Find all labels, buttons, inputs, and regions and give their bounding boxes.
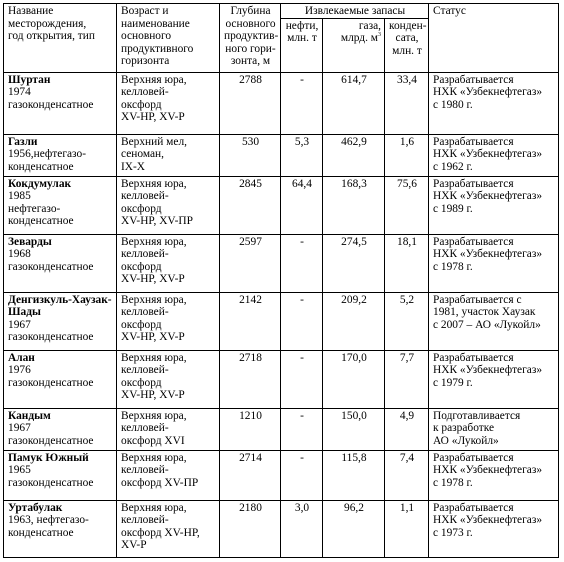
status-cell: Разрабатывается НХК «Узбекнефтегаз» с 1962 г. [429,134,559,176]
field-name: Кандым [8,409,51,422]
horizon-cell: Верхняя юра, келловей- оксфорд XV-HP, XV-P [117,72,220,134]
table-row [4,350,559,408]
horizon-cell: Верхняя юра, келловей- оксфорд XV-HP, XV-P [117,234,220,292]
field-name-cell: Уртабулак 1963, нефтегазо- конденсатное [4,500,117,557]
header-condensate: конден- сата, млн. т [385,18,429,72]
status-cell: Разрабатывается НХК «Узбекнефтегаз» с 1979 г. [429,350,559,408]
condensate-cell: 18,1 [385,234,429,292]
field-name-cell: Зеварды 1968 газоконденсатное [4,234,117,292]
oil-cell: - [281,450,323,500]
gas-cell: 96,2 [323,500,385,557]
gas-cell: 115,8 [323,450,385,500]
field-name-cell: Кокдумулак 1985 нефтегазо- конденсатное [4,176,117,234]
status-cell: Разрабатывается с 1981, участок Хаузак с 2007 – АО «Лукойл» [429,292,559,350]
horizon-cell: Верхняя юра, келловей- оксфорд XV-HP, XV-ПР [117,176,220,234]
depth-cell: 2142 [220,292,281,350]
table-row [4,450,559,500]
table-row [4,234,559,292]
oil-cell: - [281,72,323,134]
gas-cell: 614,7 [323,72,385,134]
horizon-cell: Верхняя юра, келловей- оксфорд XV-ПР [117,450,220,500]
oil-cell: - [281,234,323,292]
oil-cell: 5,3 [281,134,323,176]
oil-cell: - [281,408,323,450]
header-reserves-group: Извлекаемые запасы [281,4,429,19]
gas-cell: 209,2 [323,292,385,350]
condensate-cell: 1,1 [385,500,429,557]
field-name: Уртабулак [8,501,63,514]
horizon-cell: Верхний мел, сеноман, IX-X [117,134,220,176]
oil-cell: 3,0 [281,500,323,557]
field-name-cell: Газли 1956,нефтегазо- конденсатное [4,134,117,176]
depth-cell: 2788 [220,72,281,134]
condensate-cell: 33,4 [385,72,429,134]
table-row [4,72,559,134]
condensate-cell: 5,2 [385,292,429,350]
field-name-cell: Памук Южный 1965 газоконденсатное [4,450,117,500]
oil-cell: 64,4 [281,176,323,234]
depth-cell: 2845 [220,176,281,234]
status-cell: Разрабатывается НХК «Узбекнефтегаз» с 1973 г. [429,500,559,557]
depth-cell: 1210 [220,408,281,450]
table-row [4,176,559,234]
horizon-cell: Верхняя юра, келловей- оксфорд XV-HP, XV-P [117,350,220,408]
depth-cell: 2180 [220,500,281,557]
table-row [4,408,559,450]
header-field-name: Название месторождения, год открытия, тип [4,4,117,73]
condensate-cell: 4,9 [385,408,429,450]
gas-cell: 462,9 [323,134,385,176]
gas-cell: 170,0 [323,350,385,408]
depth-cell: 2714 [220,450,281,500]
horizon-cell: Верхняя юра, келловей- оксфорд XV-HP, XV-P [117,500,220,557]
table-row [4,134,559,176]
header-row-top [4,4,559,19]
gas-cell: 150,0 [323,408,385,450]
field-name: Денгизкуль-Хаузак-Шады [8,293,112,319]
status-cell: Разрабатывается НХК «Узбекнефтегаз» с 1978 г. [429,234,559,292]
field-name: Кокдумулак [8,177,72,190]
status-cell: Разрабатывается НХК «Узбекнефтегаз» с 1980 г. [429,72,559,134]
condensate-cell: 7,7 [385,350,429,408]
depth-cell: 2718 [220,350,281,408]
header-depth: Глубина основного продуктив- ного гори- зонта, м [220,4,281,73]
status-cell: Разрабатывается НХК «Узбекнефтегаз» с 1989 г. [429,176,559,234]
field-name-cell: Алан 1976 газоконденсатное [4,350,117,408]
table-row [4,500,559,557]
status-cell: Разрабатывается НХК «Узбекнефтегаз» с 1978 г. [429,450,559,500]
status-cell: Подготавливается к разработке АО «Лукойл» [429,408,559,450]
field-name-cell: Кандым 1967 газоконденсатное [4,408,117,450]
field-name: Шуртан [8,73,51,86]
field-name: Алан [8,351,35,364]
field-name: Зеварды [8,235,52,248]
oil-cell: - [281,350,323,408]
condensate-cell: 1,6 [385,134,429,176]
condensate-cell: 75,6 [385,176,429,234]
field-name: Памук Южный [8,451,89,464]
oil-cell: - [281,292,323,350]
table-row [4,292,559,350]
header-horizon: Возраст и наименование основного продуктивного горизонта [117,4,220,73]
depth-cell: 2597 [220,234,281,292]
gas-cell: 274,5 [323,234,385,292]
horizon-cell: Верхняя юра, келловей- оксфорд XV-HP, XV-P [117,292,220,350]
header-status: Статус [429,4,559,73]
gas-fields-table [3,3,559,558]
depth-cell: 530 [220,134,281,176]
condensate-cell: 7,4 [385,450,429,500]
field-name: Газли [8,135,38,148]
header-oil: нефти, млн. т [281,18,323,72]
horizon-cell: Верхняя юра, келловей- оксфорд XVI [117,408,220,450]
header-gas: газа, млрд. $м^3$ [323,18,385,72]
field-name-cell: Шуртан 1974 газоконденсатное [4,72,117,134]
gas-cell: 168,3 [323,176,385,234]
field-name-cell: Денгизкуль-Хаузак-Шады 1967 газоконденсатное [4,292,117,350]
